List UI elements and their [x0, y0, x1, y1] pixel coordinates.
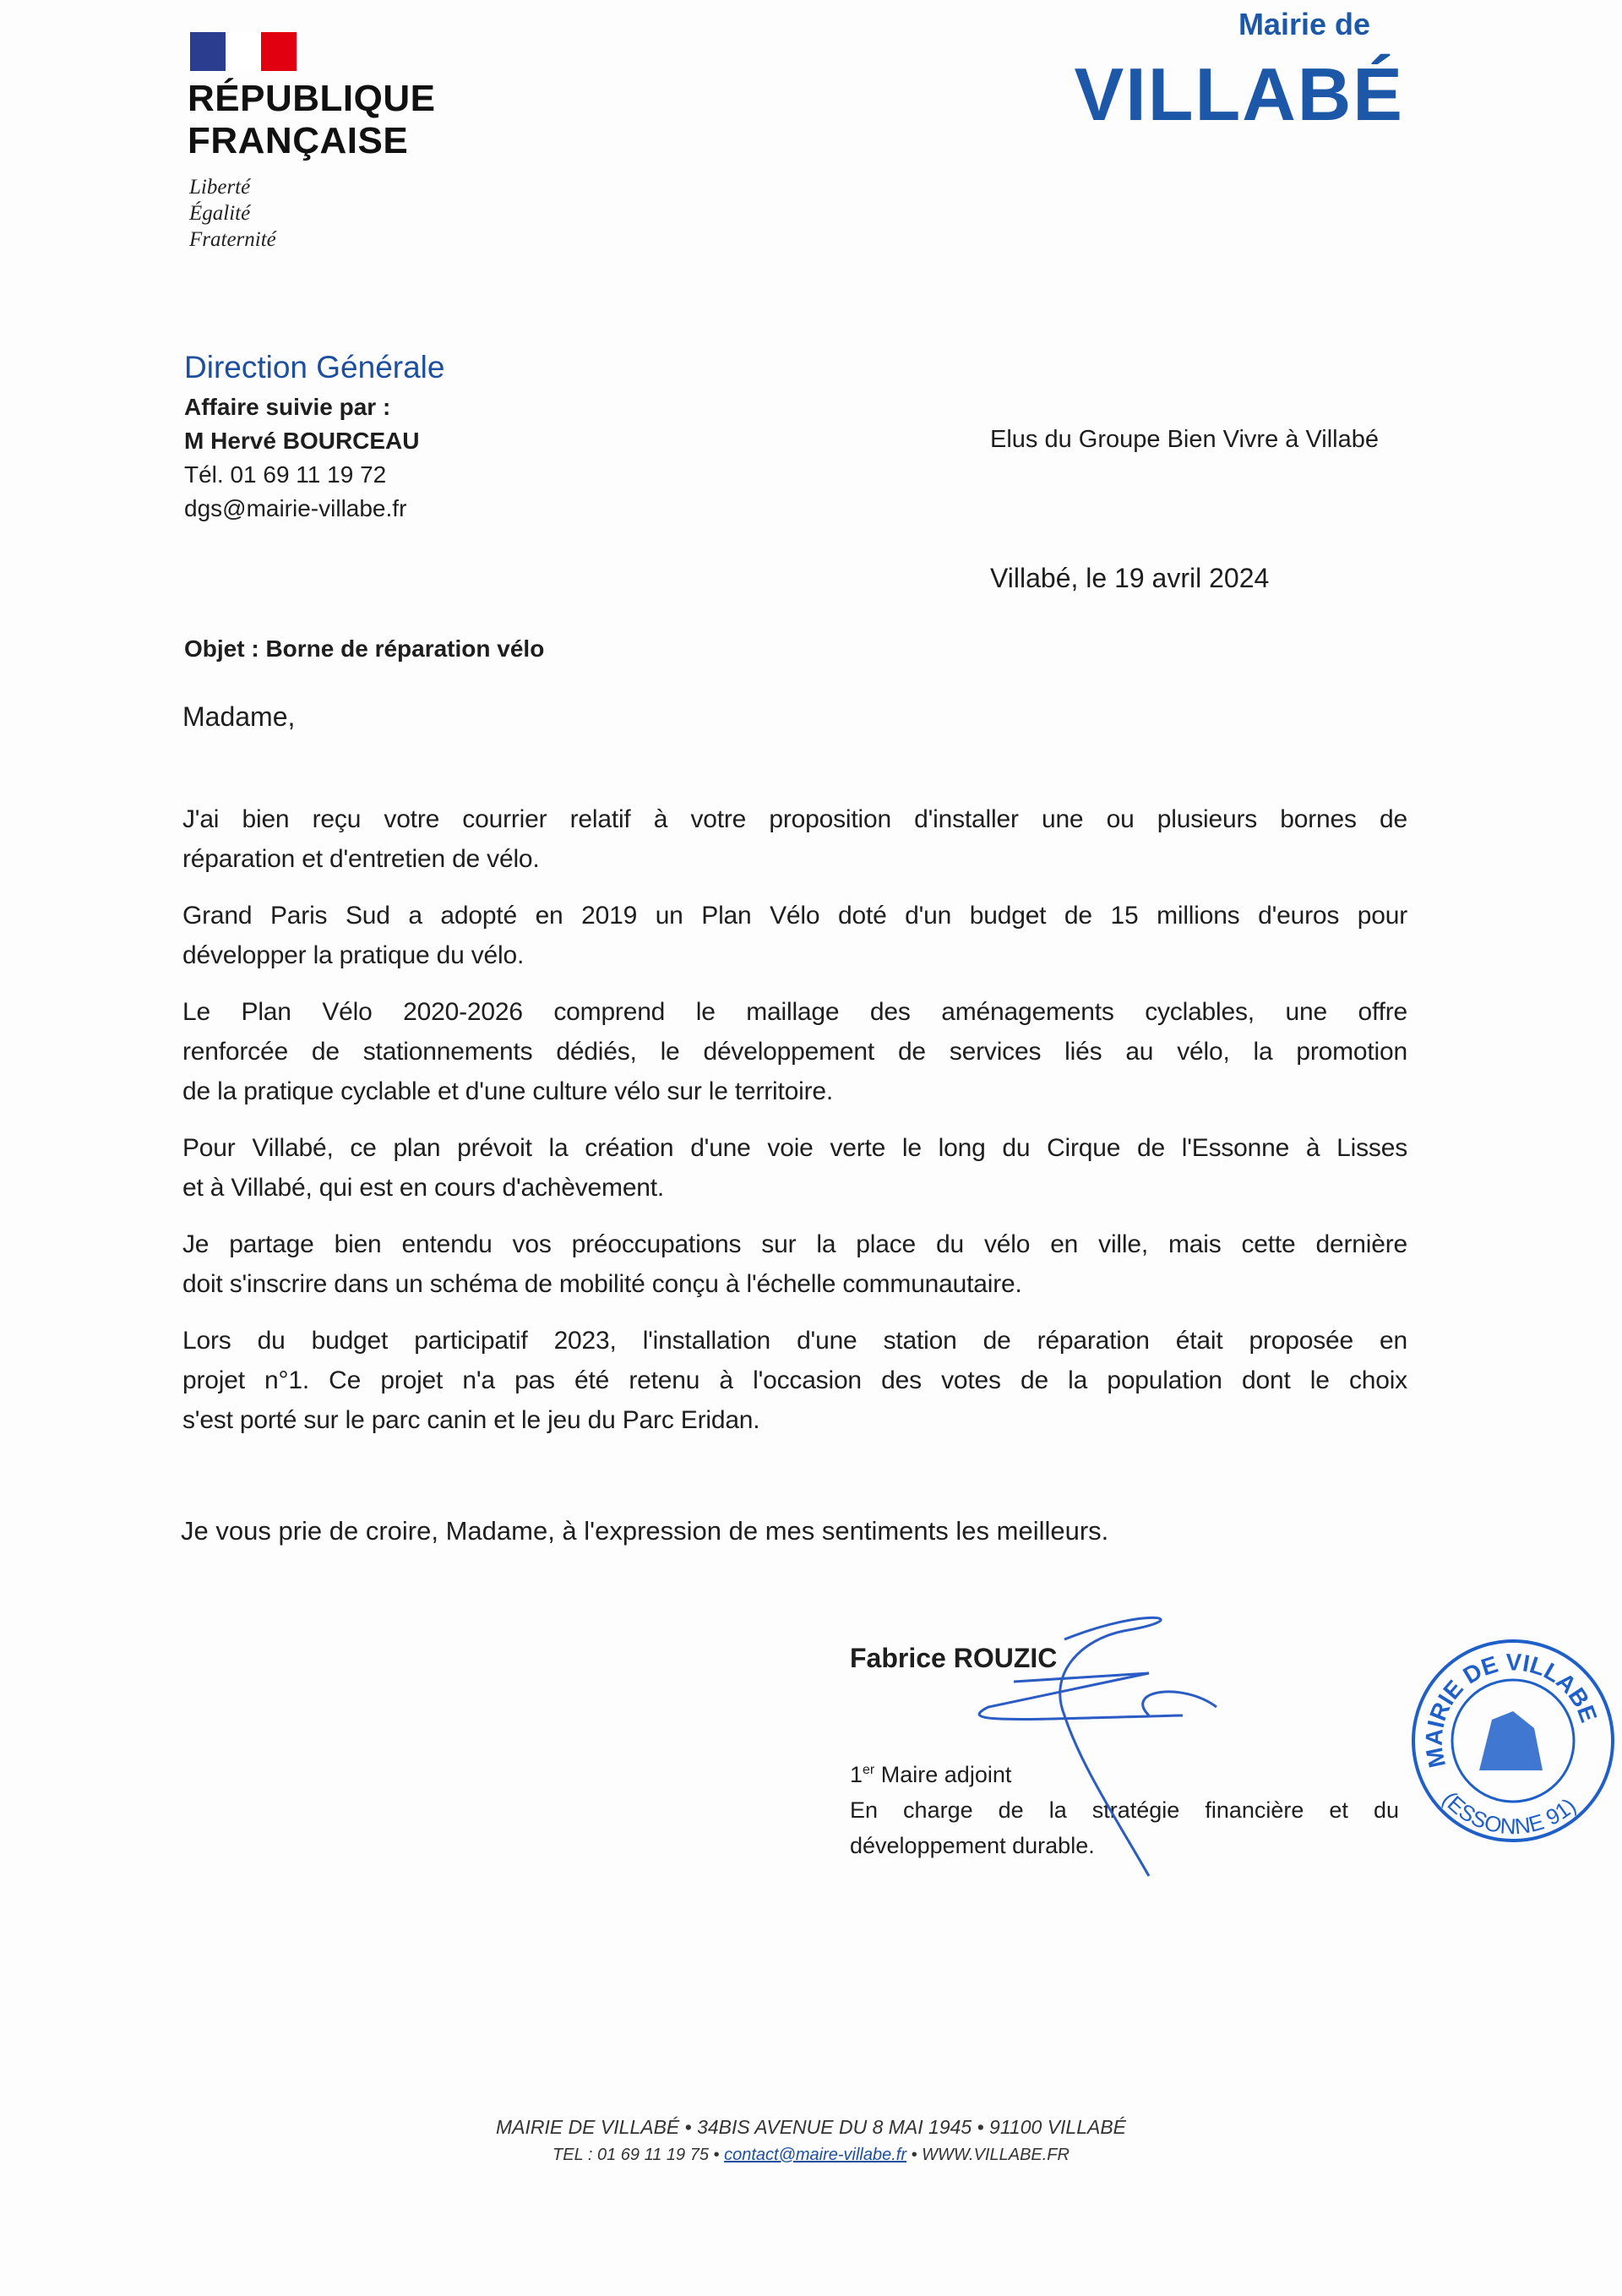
sender-block [184, 390, 420, 526]
department-title: Direction Générale [184, 350, 445, 384]
paragraph-line: développer la pratique du vélo. [182, 941, 525, 969]
paragraph-line: s'est porté sur le parc canin et le jeu du Parc Eridan. [182, 1406, 760, 1434]
paragraph-line: projet n°1. Ce projet n'a pas été retenu à l'occasion des votes de la population dont le choix [182, 1366, 1407, 1394]
charge-line: En charge de la stratégie financière et du [850, 1797, 1399, 1823]
footer-phone: TEL : 01 69 11 19 75 • [552, 2146, 725, 2164]
followed-by-label: Affaire suivie par : [184, 394, 391, 420]
sender-name: M Hervé BOURCEAU [184, 428, 420, 454]
footer-email-link[interactable]: contact@maire-villabe.fr [724, 2146, 907, 2164]
republique-line: RÉPUBLIQUE [188, 78, 436, 119]
paragraph-line: réparation et d'entretien de vélo. [182, 845, 540, 873]
logo-main-text: VILLABÉ [1074, 52, 1404, 136]
paragraph-line: renforcée de stationnements dédiés, le développement de services liés au vélo, la promotion [182, 1038, 1407, 1066]
paragraph-line: Grand Paris Sud a adopté en 2019 un Plan Vélo doté d'un budget de 15 millions d'euros pour [182, 902, 1407, 930]
sender-email: dgs@mairie-villabe.fr [184, 495, 407, 521]
republique-francaise-title [188, 78, 435, 162]
paragraph [182, 1128, 1407, 1208]
handwritten-signature [1098, 1622, 1402, 1893]
paragraph-line: de la pratique cyclable et d'une culture vélo sur le territoire. [182, 1077, 834, 1105]
closing: Je vous prie de croire, Madame, à l'expression de mes sentiments les meilleurs. [181, 1516, 1109, 1546]
motto [189, 174, 276, 253]
role-sup: er [863, 1763, 875, 1777]
charge-line: développement durable. [850, 1833, 1095, 1858]
footer-contact [0, 2141, 1622, 2168]
logo-top-text: Mairie de [1238, 7, 1370, 41]
letter-body [182, 799, 1407, 1457]
french-flag-logo [190, 32, 297, 71]
paragraph-line: Lors du budget participatif 2023, l'installation d'une station de réparation était proposée en [182, 1327, 1407, 1355]
signatory-name: Fabrice ROUZIC [850, 1643, 1058, 1673]
motto-fraternite: Fraternité [189, 228, 276, 251]
role-num: 1 [850, 1762, 863, 1787]
paragraph-line: J'ai bien reçu votre courrier relatif à votre proposition d'installer une ou plusieurs bornes de [182, 805, 1407, 833]
paragraph [182, 799, 1407, 879]
footer-address: MAIRIE DE VILLABÉ • 34BIS AVENUE DU 8 MAI 1945 • 91100 VILLABÉ [495, 2116, 1127, 2138]
francaise-line: FRANÇAISE [188, 120, 409, 161]
letter-date: Villabé, le 19 avril 2024 [990, 563, 1270, 593]
paragraph-line: Je partage bien entendu vos préoccupations sur la place du vélo en ville, mais cette dernière [182, 1230, 1407, 1258]
paragraph-line: Pour Villabé, ce plan prévoit la création d'une voie verte le long du Cirque de l'Essonne à Lisses [182, 1134, 1407, 1162]
paragraph-line: Le Plan Vélo 2020-2026 comprend le maillage des aménagements cyclables, une offre [182, 998, 1407, 1026]
paragraph [182, 1321, 1407, 1440]
subject: Objet : Borne de réparation vélo [184, 635, 545, 662]
villabe-logo [997, 7, 1404, 142]
footer [0, 2113, 1622, 2168]
stamp-bottom-text: (ESSONNE 91) [1437, 1786, 1581, 1840]
paragraph [182, 992, 1407, 1111]
motto-egalite: Égalité [189, 202, 251, 225]
motto-liberte: Liberté [189, 176, 251, 199]
sender-phone: Tél. 01 69 11 19 72 [184, 461, 387, 488]
recipient: Elus du Groupe Bien Vivre à Villabé [990, 426, 1379, 453]
paragraph-line: doit s'inscrire dans un schéma de mobilité conçu à l'échelle communautaire. [182, 1270, 1022, 1298]
paragraph [182, 1224, 1407, 1304]
footer-website: • WWW.VILLABE.FR [906, 2146, 1070, 2164]
paragraph-line: et à Villabé, qui est en cours d'achèvement. [182, 1174, 665, 1202]
role-text: Maire adjoint [874, 1762, 1012, 1787]
salutation: Madame, [182, 701, 296, 732]
official-stamp [1407, 1635, 1619, 1846]
marianne-figure [1479, 1711, 1543, 1770]
stamp-top-text: MAIRIE DE VILLABE [1420, 1649, 1603, 1770]
paragraph [182, 896, 1407, 975]
